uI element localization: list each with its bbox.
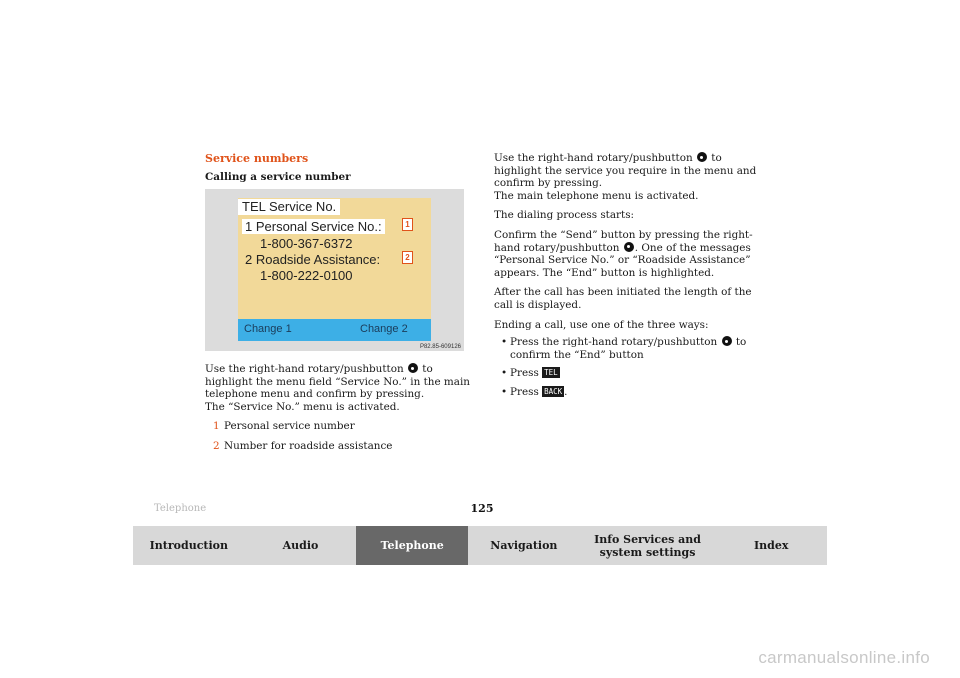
tab-info-services[interactable]: Info Services and system settings (580, 526, 716, 565)
tab-index[interactable]: Index (715, 526, 827, 565)
text: to highlight the service you require in the menu and confirm by pressing. (494, 152, 757, 190)
legend-text: Number for roadside assistance (224, 439, 393, 452)
text: Use the right-hand rotary/pushbutton (494, 152, 693, 164)
text: Press (510, 367, 539, 380)
legend-item (205, 420, 470, 433)
tab-introduction[interactable]: Introduction (133, 526, 245, 565)
screen-item-personal: 1 Personal Service No.: (242, 219, 385, 234)
rotary-pushbutton-icon (408, 363, 418, 373)
instruction-paragraph (205, 363, 470, 413)
left-column (205, 152, 470, 460)
screen-change1-label: Change 1 (244, 323, 292, 335)
instruction-text-c: The “Service No.” menu is activated. (205, 400, 400, 413)
rotary-pushbutton-icon (722, 336, 732, 346)
footer-section-label: Telephone (154, 503, 207, 514)
screen-item-personal-number: 1-800-367-6372 (260, 236, 353, 251)
right-column (494, 152, 759, 405)
tab-navigation[interactable]: Navigation (468, 526, 580, 565)
page-number: 125 (470, 502, 494, 515)
text: Confirm the “Send” button by pressing the right-hand rotary/pushbutton (494, 228, 753, 254)
back-key-icon: BACK (544, 386, 563, 396)
instruction-text-b: to highlight the menu field “Service No.” in the main telephone menu and confirm by pressing. (205, 363, 470, 401)
bullet-item (494, 336, 759, 361)
text: to confirm the “End” button (510, 336, 747, 361)
text: . (564, 385, 568, 398)
screen-item-roadside: 2 Roadside Assistance: (245, 252, 381, 267)
chapter-tab-bar (133, 526, 827, 565)
paragraph-dialing: The dialing process starts: (494, 209, 635, 222)
section-title: Service numbers (205, 152, 309, 165)
text: . One of the messages “Personal Service No.” or “Roadside Assistance” appears. The “End” button is highlighted. (494, 241, 751, 279)
instruction-text-a: Use the right-hand rotary/pushbutton (205, 363, 404, 375)
subsection-title: Calling a service number (205, 171, 351, 183)
tab-audio[interactable]: Audio (245, 526, 357, 565)
legend-text: Personal service number (224, 420, 355, 433)
image-code: P82.85-609126 (419, 344, 461, 350)
legend-number: 2 (213, 439, 220, 452)
text: Press the right-hand rotary/pushbutton (510, 336, 718, 349)
callout-marker-2: 2 (402, 251, 413, 264)
screen-change2-label: Change 2 (360, 323, 408, 335)
screen-item-roadside-number: 1-800-222-0100 (260, 268, 353, 283)
tab-telephone[interactable]: Telephone (356, 526, 468, 565)
paragraph-highlight-service (494, 152, 759, 202)
screen-softkey-bar (238, 319, 431, 341)
text: The main telephone menu is activated. (494, 189, 699, 202)
rotary-pushbutton-icon (697, 152, 707, 162)
tel-key-icon: TEL (544, 368, 558, 378)
watermark: carmanualsonline.info (758, 648, 930, 667)
rotary-pushbutton-icon (624, 242, 634, 252)
callout-marker-1: 1 (402, 218, 413, 231)
paragraph-ending-call: Ending a call, use one of the three ways: (494, 318, 709, 331)
display-screenshot (205, 189, 464, 351)
paragraph-call-length: After the call has been initiated the length of the call is displayed. (494, 286, 752, 311)
screen-title: TEL Service No. (238, 199, 340, 215)
paragraph-confirm-send (494, 229, 759, 279)
legend-number: 1 (213, 420, 220, 433)
bullet-item (494, 386, 759, 399)
legend-item (205, 440, 470, 453)
text: Press (510, 385, 539, 398)
bullet-item (494, 367, 759, 380)
